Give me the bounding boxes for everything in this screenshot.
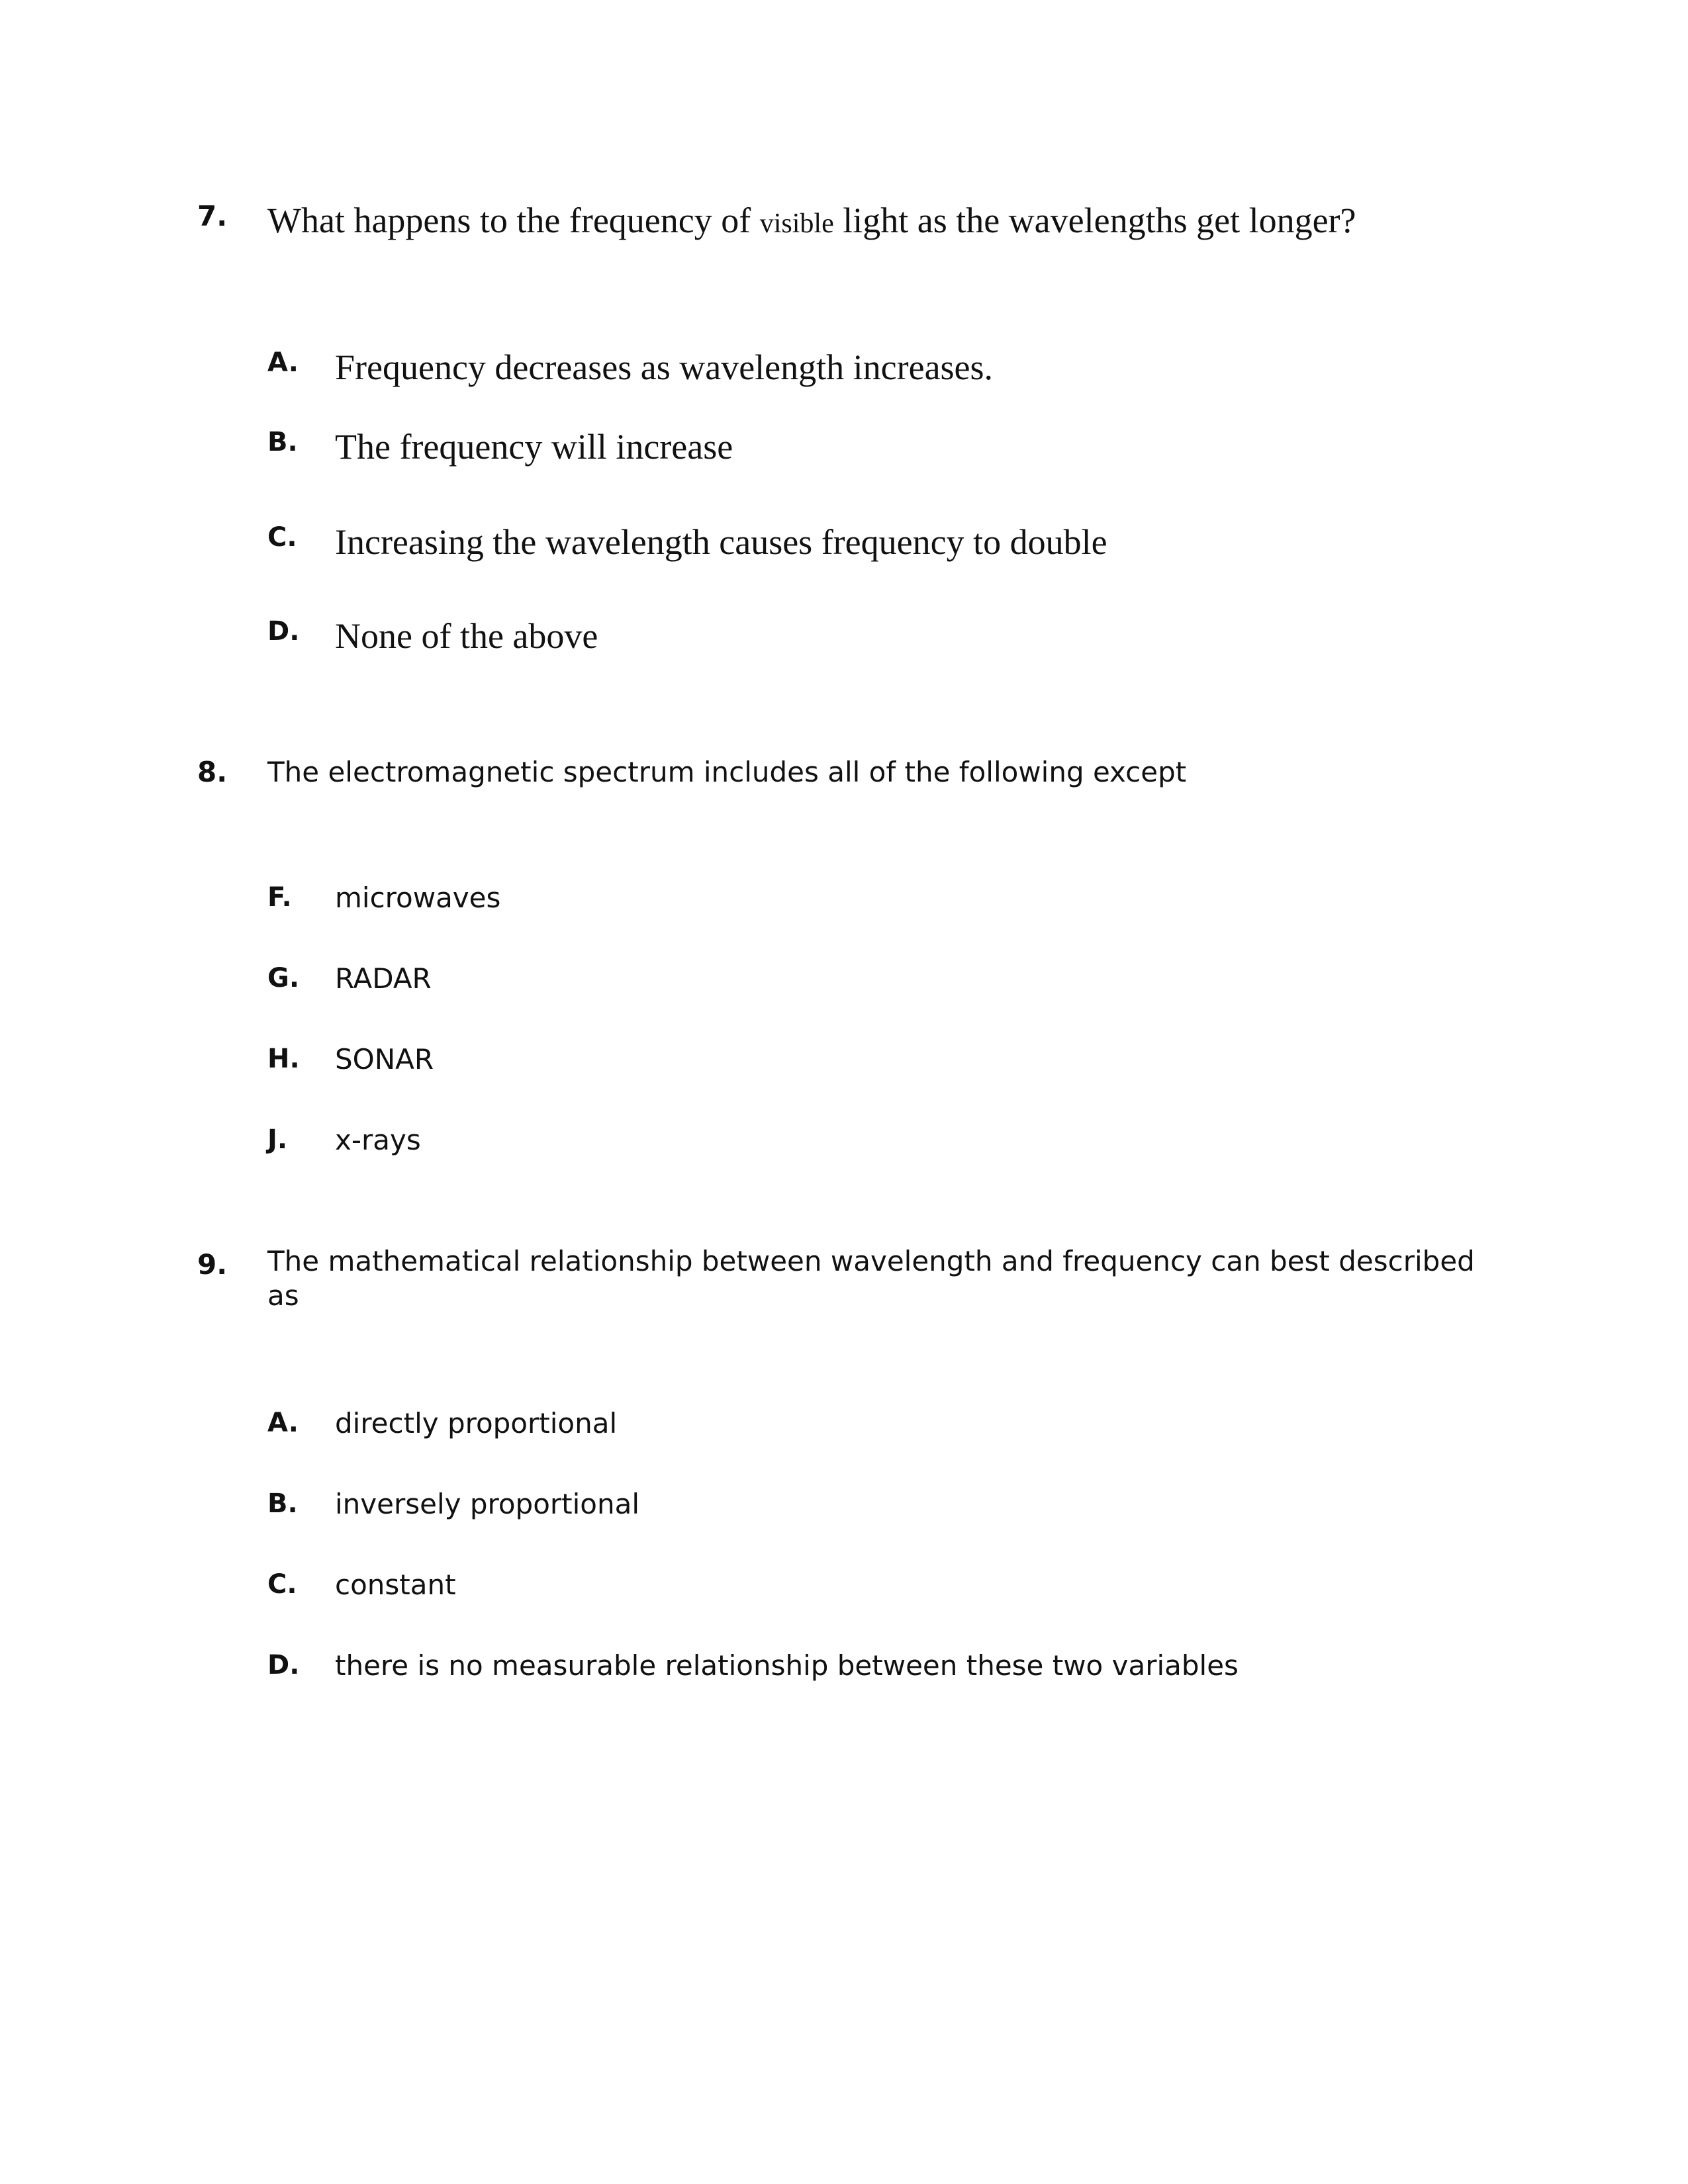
option-letter: G.	[267, 963, 300, 993]
question-stem: The electromagnetic spectrum includes all of the following except	[267, 756, 1187, 788]
option-text: Increasing the wavelength causes frequency to double	[335, 522, 1107, 562]
option-letter: J.	[267, 1124, 288, 1155]
option-text: x-rays	[335, 1124, 421, 1156]
option-text: constant	[335, 1569, 456, 1601]
option-text: directly proportional	[335, 1407, 618, 1439]
option-text: SONAR	[335, 1043, 434, 1075]
question-stem-part: light as the wavelengths get longer?	[833, 201, 1356, 240]
question-stem: The mathematical relationship between wavelength and frequency can best described as	[267, 1245, 1475, 1312]
option-letter: H.	[267, 1044, 300, 1074]
question-number: 9.	[197, 1248, 228, 1281]
question-stem-small: visible	[759, 208, 834, 239]
option-letter: D.	[267, 616, 300, 647]
option-text: RADAR	[335, 962, 432, 995]
option-text: there is no measurable relationship between these two variables	[335, 1649, 1239, 1682]
option-text: None of the above	[335, 616, 598, 656]
question-number: 7.	[197, 200, 228, 232]
option-letter: A.	[267, 347, 299, 378]
option-letter: B.	[267, 1488, 298, 1519]
option-letter: A.	[267, 1408, 299, 1438]
option-letter: F.	[267, 882, 292, 913]
question-number: 8.	[197, 756, 228, 788]
option-letter: C.	[267, 1569, 297, 1600]
option-text: The frequency will increase	[335, 427, 733, 467]
option-letter: D.	[267, 1650, 300, 1680]
option-text: microwaves	[335, 882, 501, 914]
option-letter: B.	[267, 427, 298, 457]
option-text: Frequency decreases as wavelength increases.	[335, 347, 994, 387]
question-stem	[267, 203, 1356, 238]
question-stem-part: What happens to the frequency of	[267, 201, 760, 240]
option-letter: C.	[267, 522, 297, 553]
option-text: inversely proportional	[335, 1488, 640, 1520]
